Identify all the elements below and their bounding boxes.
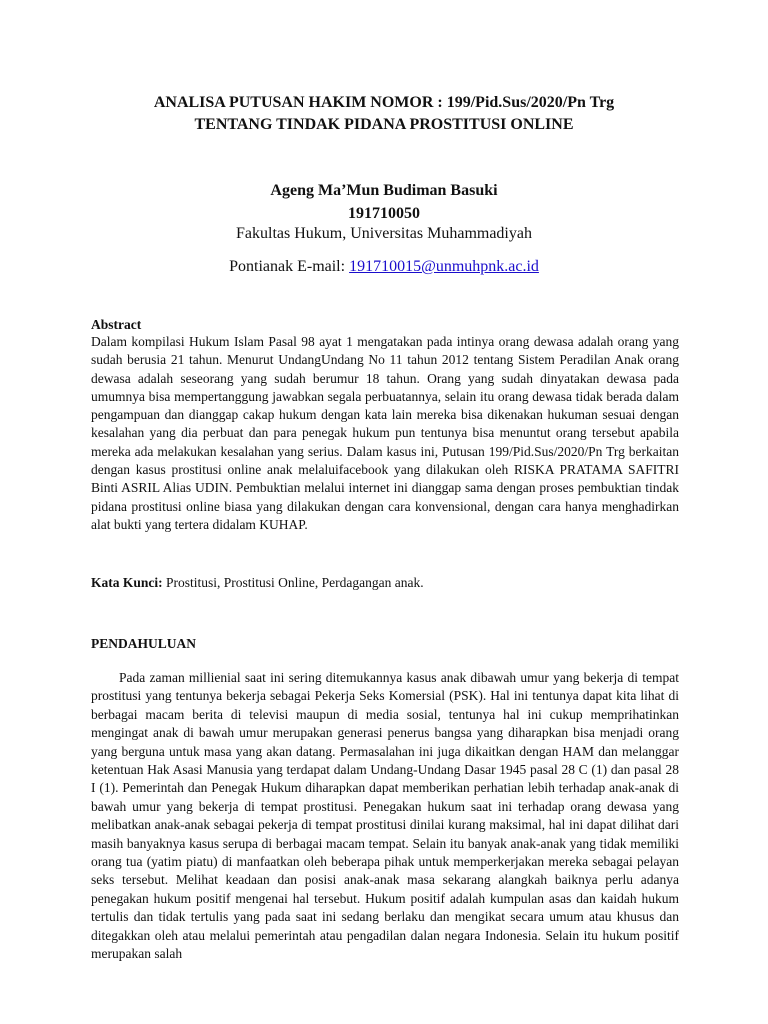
title-line-2: TENTANG TINDAK PIDANA PROSTITUSI ONLINE — [194, 116, 574, 133]
abstract-text: Dalam kompilasi Hukum Islam Pasal 98 ayat 1 mengatakan pada intinya orang dewasa adalah orang yang sudah berusia 21 tahun. Menurut UndangUndang No 11 tahun 2012 tentang Sistem Peradilan Anak orang dewasa adalah seseorang yang sudah berumur 18 tahun. Orang yang sudah dinyatakan dewasa pada umumnya bisa mempertanggung jawabkan segala perbuatannya, selain itu orang dewasa tidak berada dalam pengampuan dan dianggap cakap hukum dengan kata lain mereka bisa dikenakan hukuman sesuai dengan kesalahan yang dia perbuat dan para penegak hukum pun tentunya bisa menuntut orang tersebut apabila mereka ada melakukan kesalahan yang serius. Dalam kasus ini, Putusan 199/Pid.Sus/2020/Pn Trg berkaitan dengan kasus prostitusi online anak melaluifacebook yang dilakukan oleh RISKA PRATAMA SAFITRI Binti ASRIL Alias UDIN. Pembuktian melalui internet ini dianggap sama dengan proses pembuktian tindak pidana prostitusi online biasa yang dilakukan dengan cara konvensional, dengan cara hanya menghadirkan alat bukti yang tertera didalam KUHAP. — [91, 334, 679, 532]
location-prefix: Pontianak E-mail: — [229, 258, 350, 275]
keywords-label: Kata Kunci: — [91, 575, 163, 590]
section-heading-introduction: PENDAHULUAN — [91, 636, 197, 651]
keywords-text: Prostitusi, Prostitusi Online, Perdagangan anak. — [162, 575, 424, 590]
author-affiliation: Fakultas Hukum, Universitas Muhammadiyah — [236, 225, 532, 242]
author-id: 191710050 — [348, 205, 420, 222]
author-contact — [0, 256, 768, 278]
introduction-paragraph: Pada zaman millienial saat ini sering ditemukannya kasus anak dibawah umur yang bekerja di tempat prostitusi yang tentunya bekerja sebagai Pekerja Seks Komersial (PSK). Hal ini tentunya dapat kita lihat di berbagai macam berita di televisi maupun di media sosial, tentunya hal ini cukup memprihatinkan mengingat anak di bawah umur merupakan generasi penerus bangsa yang diharapkan bisa menjadi orang yang berguna untuk masa yang akan datang. Permasalahan ini juga dikaitkan dengan HAM dan melanggar ketentuan Hak Asasi Manusia yang terdapat dalam Undang-Undang Dasar 1945 pasal 28 C (1) dan pasal 28 I (1). Pemerintah dan Penegak Hukum diharapkan dapat memberikan perhatian lebih terhadap anak-anak di bawah umur yang bekerja di tempat prostitusi. Penegakan hukum saat ini terhadap orang dewasa yang melibatkan anak-anak sebagai pekerja di tempat prostitusi dinilai kurang maksimal, hal ini dapat dilihat dari masih banyaknya kasus serupa di berbagai macam tempat. Selain itu banyak anak-anak yang tidak memiliki orang tua (yatim piatu) di manfaatkan oleh beberapa pihak untuk memperkerjakan mereka sebagai pelayan seks tersebut. Melihat keadaan dan posisi anak-anak masa sekarang alangkah baiknya perlu adanya penegakan hukum positif mengenai hal tersebut. Hukum positif adalah kumpulan asas dan kaidah hukum tertulis dan tidak tertulis yang pada saat ini sedang berlaku dan mengikat secara umum atau khusus dan ditegakkan oleh atau melalui pemerintah atau pengadilan dalan negara Indonesia. Selain itu hukum positif merupakan salah — [91, 670, 679, 962]
author-name: Ageng Ma’Mun Budiman Basuki — [270, 182, 498, 199]
title-line-1: ANALISA PUTUSAN HAKIM NOMOR : 199/Pid.Sus/2020/Pn Trg — [153, 94, 615, 111]
abstract-heading: Abstract — [91, 317, 142, 332]
email-link[interactable]: 191710015@unmuhpnk.ac.id — [349, 258, 539, 275]
keywords — [91, 575, 679, 591]
